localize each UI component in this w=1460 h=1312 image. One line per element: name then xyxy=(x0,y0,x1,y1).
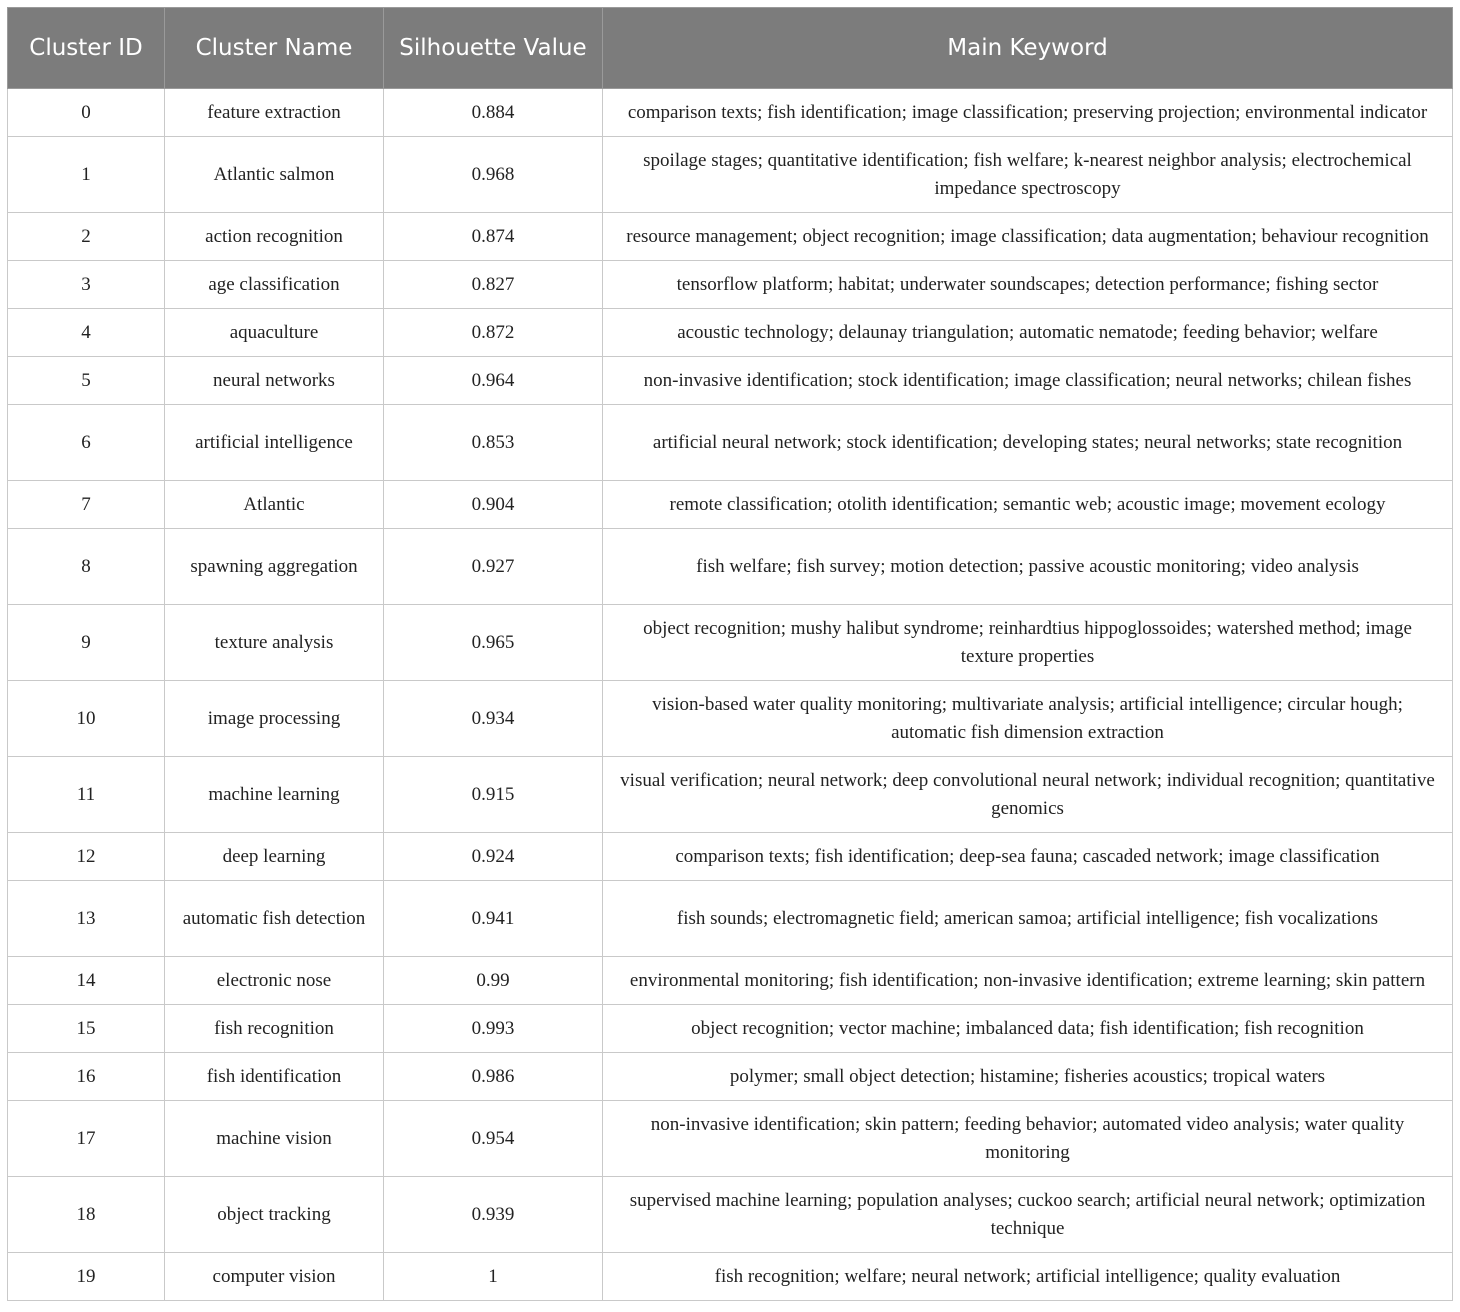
table-row xyxy=(8,137,1453,213)
cell-cluster-name: automatic fish detection xyxy=(165,881,384,957)
cell-silhouette: 0.853 xyxy=(384,405,603,481)
table-row xyxy=(8,1177,1453,1253)
cell-cluster-id: 4 xyxy=(8,309,165,357)
header-main-keyword: Main Keyword xyxy=(603,8,1453,89)
cell-silhouette: 0.986 xyxy=(384,1053,603,1101)
cell-cluster-id: 19 xyxy=(8,1253,165,1301)
cell-keywords: non-invasive identification; stock identification; image classification; neural networks; chilean fishes xyxy=(603,357,1453,405)
cell-cluster-id: 18 xyxy=(8,1177,165,1253)
cell-silhouette: 0.924 xyxy=(384,833,603,881)
table-row xyxy=(8,89,1453,137)
cell-keywords: acoustic technology; delaunay triangulation; automatic nematode; feeding behavior; welfare xyxy=(603,309,1453,357)
cell-keywords: fish recognition; welfare; neural network; artificial intelligence; quality evaluation xyxy=(603,1253,1453,1301)
cell-silhouette: 0.915 xyxy=(384,757,603,833)
table-row xyxy=(8,481,1453,529)
cell-cluster-name: image processing xyxy=(165,681,384,757)
cell-silhouette: 0.934 xyxy=(384,681,603,757)
cell-keywords: comparison texts; fish identification; image classification; preserving projection; environmental indicator xyxy=(603,89,1453,137)
cell-cluster-id: 5 xyxy=(8,357,165,405)
cell-keywords: object recognition; vector machine; imbalanced data; fish identification; fish recognition xyxy=(603,1005,1453,1053)
cell-silhouette: 0.939 xyxy=(384,1177,603,1253)
table-row xyxy=(8,1253,1453,1301)
cell-silhouette: 0.964 xyxy=(384,357,603,405)
table-header xyxy=(8,8,1453,89)
cell-cluster-id: 16 xyxy=(8,1053,165,1101)
cell-cluster-name: deep learning xyxy=(165,833,384,881)
table-row xyxy=(8,757,1453,833)
cell-cluster-name: aquaculture xyxy=(165,309,384,357)
table-row xyxy=(8,1005,1453,1053)
cell-cluster-id: 12 xyxy=(8,833,165,881)
cell-keywords: fish welfare; fish survey; motion detection; passive acoustic monitoring; video analysis xyxy=(603,529,1453,605)
table-row xyxy=(8,357,1453,405)
cell-keywords: object recognition; mushy halibut syndrome; reinhardtius hippoglossoides; watershed method; image texture properties xyxy=(603,605,1453,681)
cell-cluster-name: texture analysis xyxy=(165,605,384,681)
cell-cluster-name: computer vision xyxy=(165,1253,384,1301)
header-cluster-id: Cluster ID xyxy=(8,8,165,89)
header-row xyxy=(8,8,1453,89)
cell-silhouette: 1 xyxy=(384,1253,603,1301)
cell-cluster-id: 17 xyxy=(8,1101,165,1177)
cell-cluster-name: fish identification xyxy=(165,1053,384,1101)
table-row xyxy=(8,309,1453,357)
cell-cluster-name: Atlantic salmon xyxy=(165,137,384,213)
cell-silhouette: 0.965 xyxy=(384,605,603,681)
cell-keywords: spoilage stages; quantitative identification; fish welfare; k-nearest neighbor analysis; electrochemical impedance spectroscopy xyxy=(603,137,1453,213)
table-row xyxy=(8,1101,1453,1177)
table-row xyxy=(8,681,1453,757)
cell-cluster-name: machine learning xyxy=(165,757,384,833)
cell-cluster-id: 7 xyxy=(8,481,165,529)
cell-cluster-name: spawning aggregation xyxy=(165,529,384,605)
cell-cluster-id: 6 xyxy=(8,405,165,481)
table-row xyxy=(8,529,1453,605)
cell-cluster-name: age classification xyxy=(165,261,384,309)
cell-silhouette: 0.99 xyxy=(384,957,603,1005)
cell-keywords: supervised machine learning; population analyses; cuckoo search; artificial neural network; optimization technique xyxy=(603,1177,1453,1253)
header-silhouette-value: Silhouette Value xyxy=(384,8,603,89)
cell-keywords: fish sounds; electromagnetic field; american samoa; artificial intelligence; fish vocalizations xyxy=(603,881,1453,957)
cell-silhouette: 0.954 xyxy=(384,1101,603,1177)
cell-cluster-name: neural networks xyxy=(165,357,384,405)
table-row xyxy=(8,833,1453,881)
header-cluster-name: Cluster Name xyxy=(165,8,384,89)
cell-cluster-id: 10 xyxy=(8,681,165,757)
cell-cluster-name: fish recognition xyxy=(165,1005,384,1053)
cell-keywords: non-invasive identification; skin pattern; feeding behavior; automated video analysis; water quality monitoring xyxy=(603,1101,1453,1177)
cell-keywords: environmental monitoring; fish identification; non-invasive identification; extreme learning; skin pattern xyxy=(603,957,1453,1005)
cell-cluster-name: feature extraction xyxy=(165,89,384,137)
cell-keywords: polymer; small object detection; histamine; fisheries acoustics; tropical waters xyxy=(603,1053,1453,1101)
cell-keywords: comparison texts; fish identification; deep-sea fauna; cascaded network; image classification xyxy=(603,833,1453,881)
cell-cluster-id: 15 xyxy=(8,1005,165,1053)
cell-keywords: vision-based water quality monitoring; multivariate analysis; artificial intelligence; circular hough; automatic fish dimension extraction xyxy=(603,681,1453,757)
cell-silhouette: 0.872 xyxy=(384,309,603,357)
cell-keywords: visual verification; neural network; deep convolutional neural network; individual recognition; quantitative genomics xyxy=(603,757,1453,833)
cluster-table xyxy=(7,7,1453,1301)
cell-silhouette: 0.874 xyxy=(384,213,603,261)
cell-cluster-name: object tracking xyxy=(165,1177,384,1253)
cell-silhouette: 0.941 xyxy=(384,881,603,957)
cell-silhouette: 0.927 xyxy=(384,529,603,605)
table-row xyxy=(8,261,1453,309)
cell-silhouette: 0.904 xyxy=(384,481,603,529)
cluster-table-container xyxy=(7,7,1453,1301)
cell-cluster-id: 1 xyxy=(8,137,165,213)
cell-cluster-id: 8 xyxy=(8,529,165,605)
table-body xyxy=(8,89,1453,1301)
cell-cluster-id: 11 xyxy=(8,757,165,833)
table-row xyxy=(8,881,1453,957)
cell-cluster-name: electronic nose xyxy=(165,957,384,1005)
cell-silhouette: 0.968 xyxy=(384,137,603,213)
cell-cluster-id: 14 xyxy=(8,957,165,1005)
cell-cluster-name: artificial intelligence xyxy=(165,405,384,481)
table-row xyxy=(8,405,1453,481)
table-row xyxy=(8,605,1453,681)
cell-keywords: artificial neural network; stock identification; developing states; neural networks; state recognition xyxy=(603,405,1453,481)
cell-cluster-id: 9 xyxy=(8,605,165,681)
cell-cluster-name: action recognition xyxy=(165,213,384,261)
cell-cluster-id: 2 xyxy=(8,213,165,261)
cell-silhouette: 0.993 xyxy=(384,1005,603,1053)
cell-cluster-name: machine vision xyxy=(165,1101,384,1177)
cell-silhouette: 0.884 xyxy=(384,89,603,137)
cell-cluster-id: 13 xyxy=(8,881,165,957)
table-row xyxy=(8,1053,1453,1101)
cell-keywords: tensorflow platform; habitat; underwater soundscapes; detection performance; fishing sector xyxy=(603,261,1453,309)
cell-silhouette: 0.827 xyxy=(384,261,603,309)
cell-keywords: resource management; object recognition; image classification; data augmentation; behaviour recognition xyxy=(603,213,1453,261)
table-row xyxy=(8,213,1453,261)
cell-cluster-id: 0 xyxy=(8,89,165,137)
cell-keywords: remote classification; otolith identification; semantic web; acoustic image; movement ecology xyxy=(603,481,1453,529)
table-row xyxy=(8,957,1453,1005)
cell-cluster-id: 3 xyxy=(8,261,165,309)
cell-cluster-name: Atlantic xyxy=(165,481,384,529)
